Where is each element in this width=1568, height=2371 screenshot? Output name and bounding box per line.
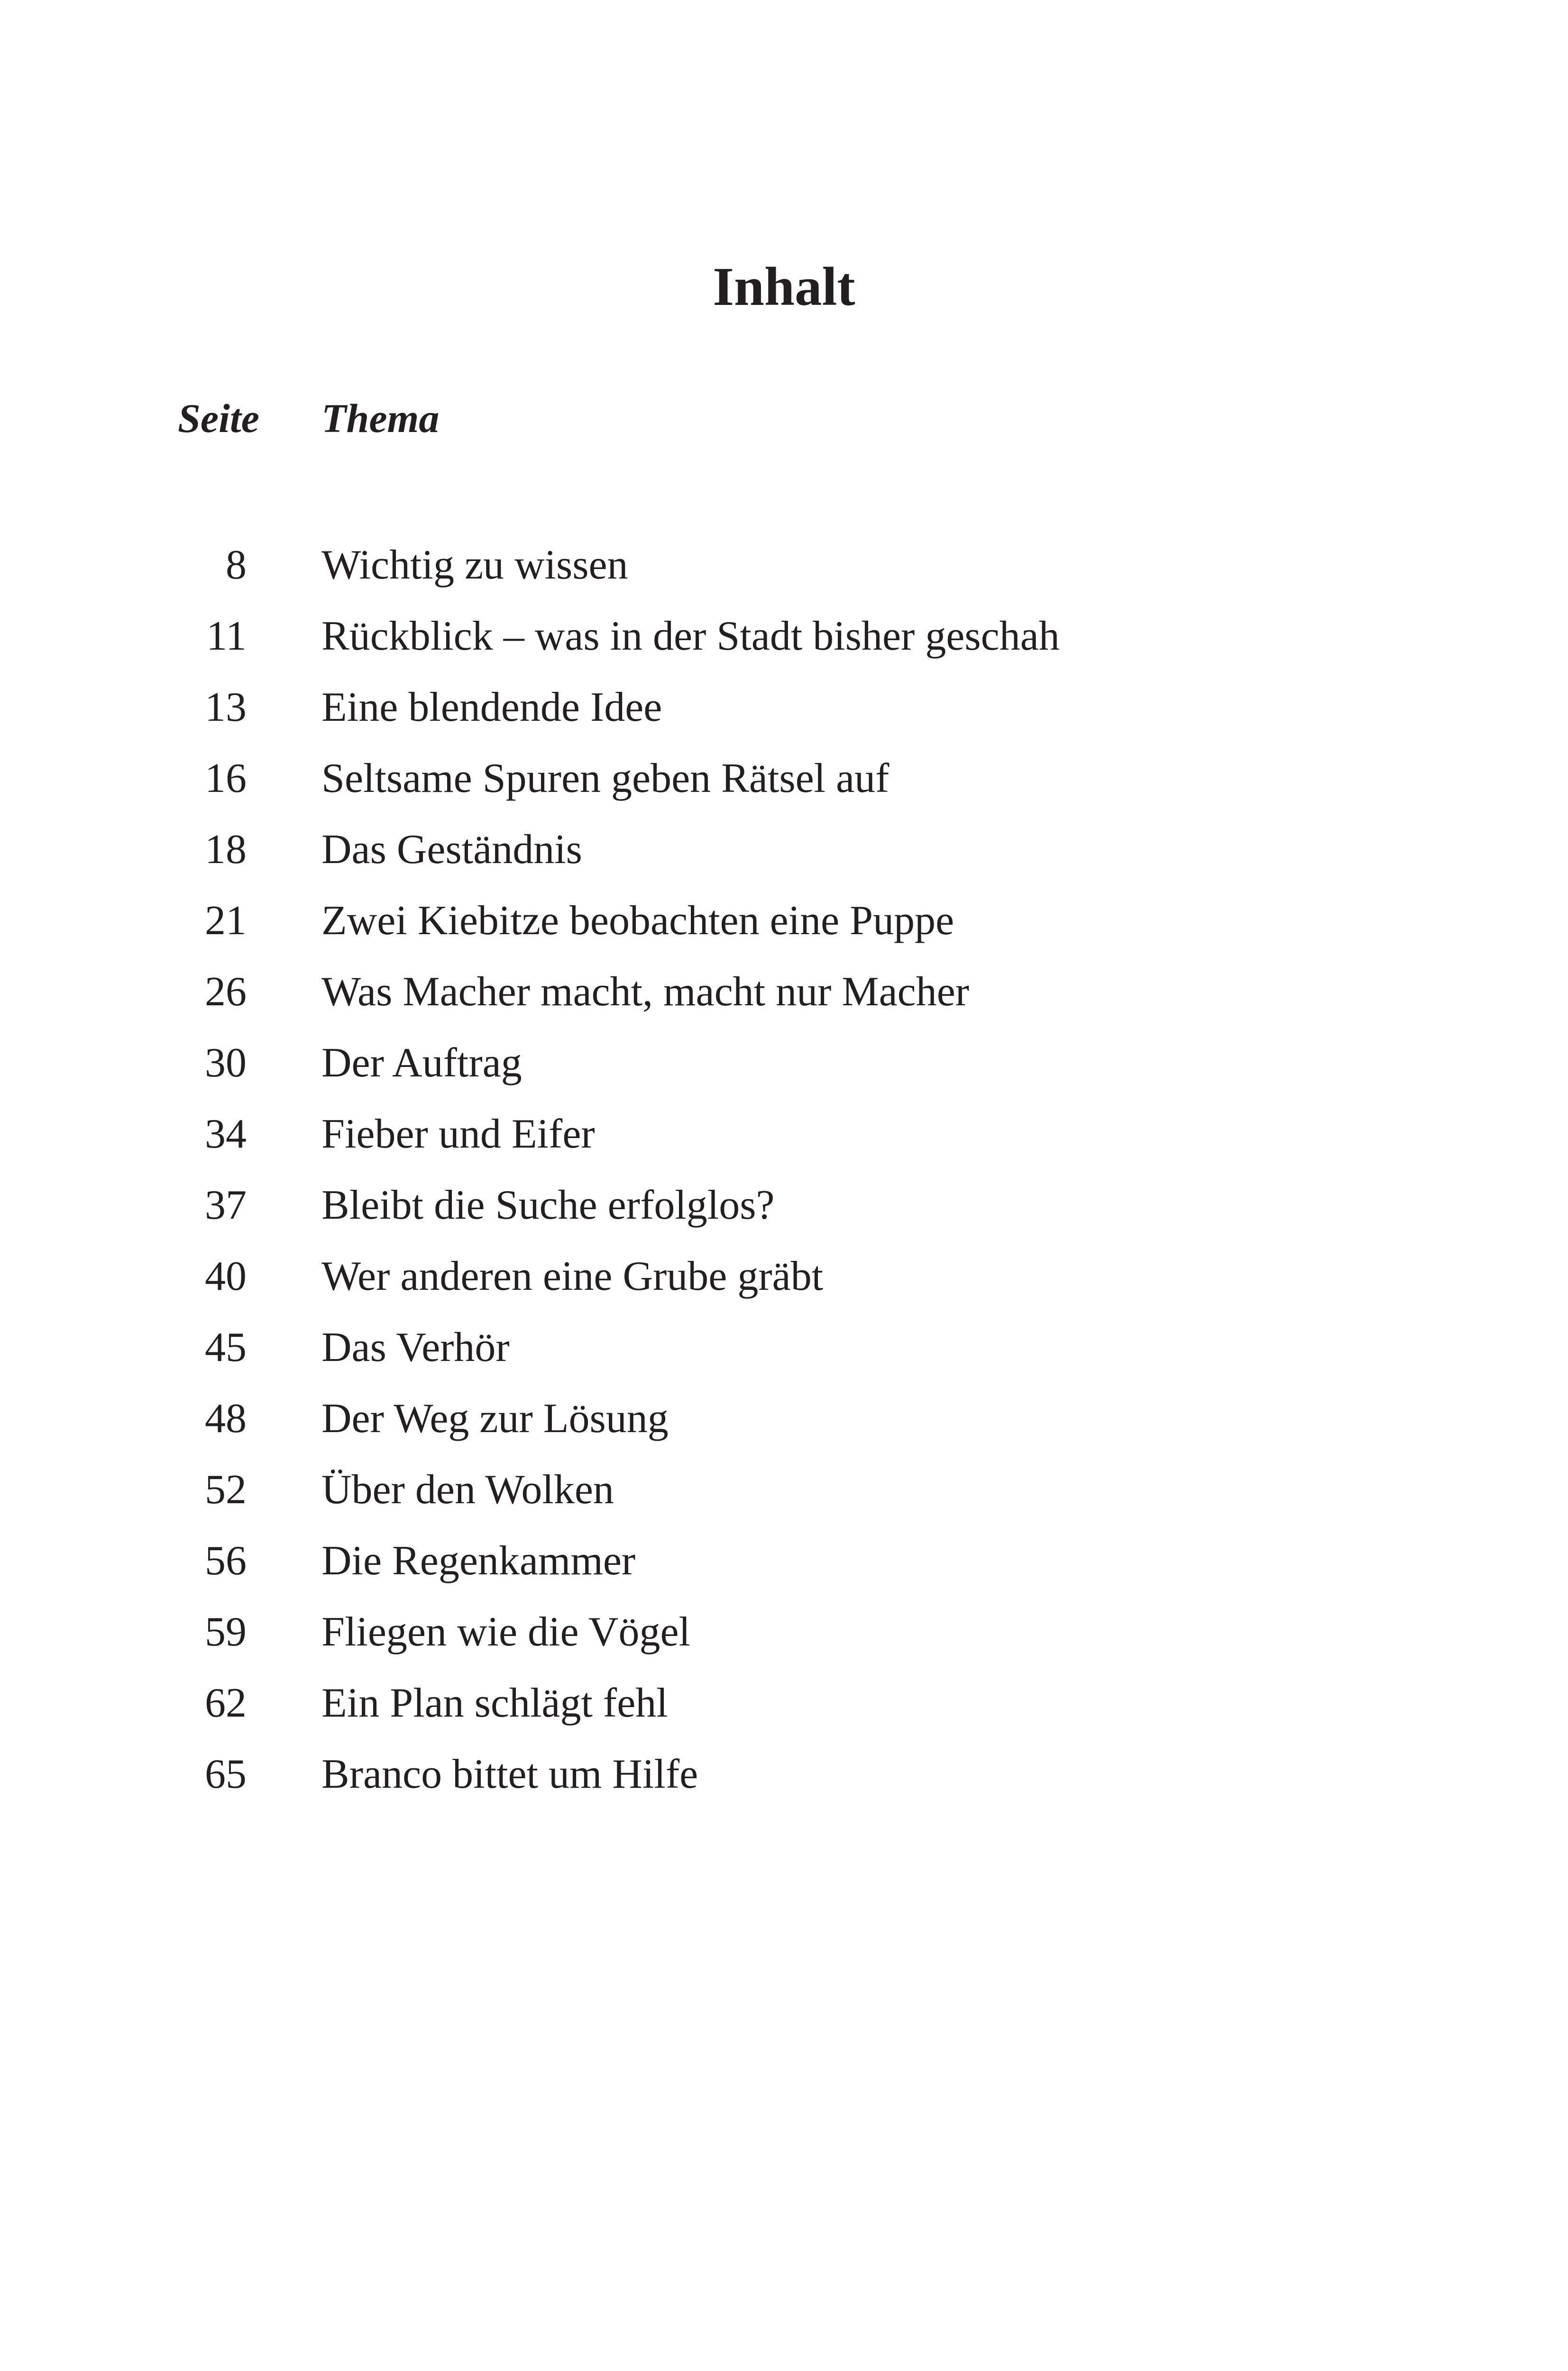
toc-page-number: 18 [205,827,247,873]
toc-topic: Das Geständnis [321,827,582,873]
toc-topic: Das Verhör [321,1324,510,1370]
toc-page-number: 16 [205,755,247,801]
toc-entry [0,753,1568,824]
toc-page-number: 65 [205,1751,247,1797]
toc-page-number: 37 [205,1182,247,1228]
toc-page-number: 59 [205,1609,247,1655]
toc-entry [0,1037,1568,1108]
toc-topic: Zwei Kiebitze beobachten eine Puppe [321,898,954,944]
toc-entry [0,1606,1568,1677]
toc-topic: Rückblick – was in der Stadt bisher geschah [321,613,1060,659]
toc-topic: Fliegen wie die Vögel [321,1609,690,1655]
toc-entry [0,1677,1568,1748]
toc-page-number: 34 [205,1111,247,1157]
toc-entry [0,966,1568,1037]
toc-entry [0,1464,1568,1535]
toc-entry [0,1535,1568,1606]
toc-entry [0,1393,1568,1464]
table-of-contents [0,539,1568,1820]
toc-entry [0,681,1568,753]
toc-topic: Der Auftrag [321,1040,522,1086]
toc-page-number: 52 [205,1467,247,1513]
toc-page-number: 40 [205,1253,247,1299]
toc-topic: Die Regenkammer [321,1538,636,1584]
toc-entry [0,824,1568,895]
toc-topic: Ein Plan schlägt fehl [321,1680,668,1726]
toc-page-number: 30 [205,1040,247,1086]
toc-page-number: 45 [205,1324,247,1370]
toc-page-number: 13 [205,684,247,730]
toc-topic: Branco bittet um Hilfe [321,1751,698,1797]
toc-entry [0,610,1568,681]
toc-topic: Über den Wolken [321,1467,614,1513]
toc-page-number: 11 [206,613,247,659]
toc-page-number: 21 [205,898,247,944]
toc-entry [0,1108,1568,1179]
toc-page-number: 26 [205,969,247,1015]
toc-topic: Eine blendende Idee [321,684,662,730]
toc-page-number: 8 [226,542,247,588]
toc-page-number: 48 [205,1396,247,1442]
toc-entry [0,1748,1568,1820]
toc-entry [0,539,1568,610]
toc-entry [0,1250,1568,1322]
toc-entry [0,1322,1568,1393]
column-header-page: Seite [178,395,259,441]
toc-topic: Wichtig zu wissen [321,542,628,588]
toc-page-number: 56 [205,1538,247,1584]
toc-topic: Wer anderen eine Grube gräbt [321,1253,824,1299]
toc-entry [0,1179,1568,1250]
toc-entry [0,895,1568,966]
toc-page-number: 62 [205,1680,247,1726]
column-header-topic: Thema [321,395,440,441]
toc-topic: Bleibt die Suche erfolglos? [321,1182,775,1228]
page-title: Inhalt [713,257,855,317]
toc-topic: Was Macher macht, macht nur Macher [321,969,970,1015]
toc-topic: Fieber und Eifer [321,1111,595,1157]
toc-topic: Der Weg zur Lösung [321,1396,669,1442]
toc-topic: Seltsame Spuren geben Rätsel auf [321,755,889,801]
